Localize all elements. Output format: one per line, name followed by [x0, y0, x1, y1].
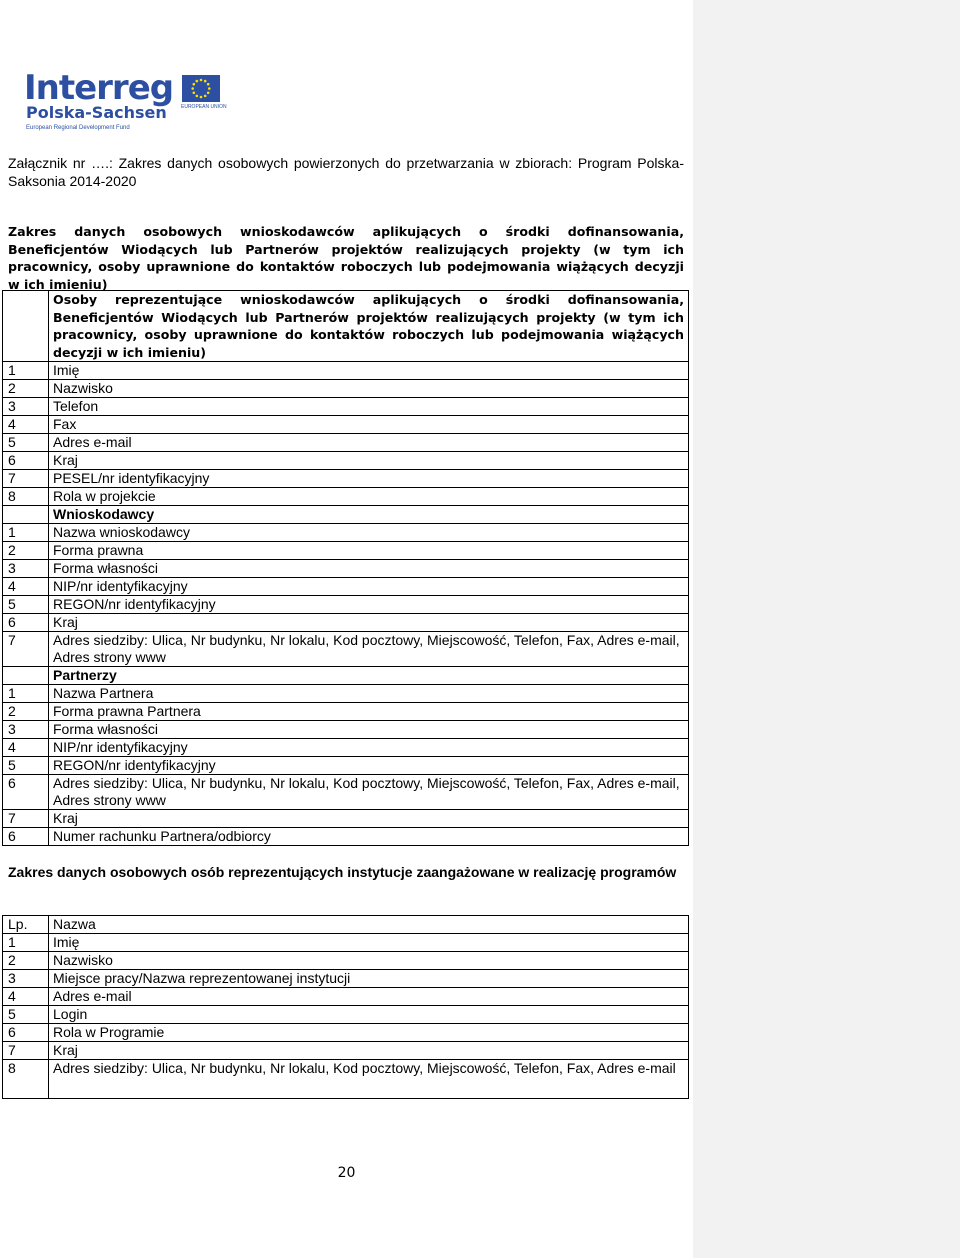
eu-flag-icon: [182, 75, 220, 102]
row-label: Nazwa Partnera: [49, 685, 689, 703]
table-row: [3, 1060, 689, 1099]
table-row: [3, 685, 689, 703]
row-number: 1: [3, 934, 49, 952]
table-row: [3, 739, 689, 757]
row-label: Nazwisko: [49, 952, 689, 970]
table-subheader-empty-cell: [3, 506, 49, 524]
comment-margin-pane: [693, 0, 960, 1258]
row-label: Kraj: [49, 1042, 689, 1060]
row-number: 6: [3, 1024, 49, 1042]
table-header-cell: Osoby reprezentujące wnioskodawców aplikujących o środki dofinansowania, Beneficjentów Wiodących lub Partnerów projektów realizujących projekty (w tym ich pracownicy, osoby uprawnione do kontaktów roboczych lub podejmowania wiążących decyzji w ich imieniu): [49, 291, 689, 362]
row-number: 4: [3, 739, 49, 757]
table-row: [3, 542, 689, 560]
column-header-name: Nazwa: [49, 916, 689, 934]
row-label: Kraj: [49, 810, 689, 828]
row-label: Telefon: [49, 398, 689, 416]
row-number: 6: [3, 614, 49, 632]
row-number: 7: [3, 1042, 49, 1060]
table-row: [3, 703, 689, 721]
table-row: [3, 970, 689, 988]
table-header-row: [3, 291, 689, 362]
table-row: [3, 362, 689, 380]
table-row: [3, 488, 689, 506]
logo-eu-label: EUROPEAN UNION: [181, 104, 227, 110]
table-subheader-empty-cell: [3, 667, 49, 685]
row-number: 6: [3, 452, 49, 470]
row-number: 2: [3, 542, 49, 560]
row-label: Rola w Programie: [49, 1024, 689, 1042]
personal-data-scope-table: [2, 290, 689, 846]
row-label: REGON/nr identyfikacyjny: [49, 757, 689, 775]
table-subheader-row-partners: [3, 667, 689, 685]
section-1-heading: Zakres danych osobowych wnioskodawców aplikujących o środki dofinansowania, Beneficjentów Wiodących lub Partnerów projektów realizujących projekty (w tym ich pracownicy, osoby uprawnione do kontaktów roboczych lub podejmowania wiążących decyzji w ich imieniu): [8, 224, 684, 292]
row-number: 3: [3, 721, 49, 739]
logo-brand: Interreg: [24, 68, 174, 108]
table-row: [3, 434, 689, 452]
row-number: 5: [3, 1006, 49, 1024]
row-number: 8: [3, 488, 49, 506]
row-label: Forma własności: [49, 560, 689, 578]
row-number: 4: [3, 988, 49, 1006]
table-row: [3, 596, 689, 614]
annex-title: Załącznik nr ….: Zakres danych osobowych powierzonych do przetwarzania w zbiorach: Program Polska-Saksonia 2014-2020: [8, 155, 684, 189]
interreg-logo: [24, 68, 227, 136]
table-subheader-row-applicants: [3, 506, 689, 524]
row-label: Kraj: [49, 452, 689, 470]
row-label: Forma prawna Partnera: [49, 703, 689, 721]
row-label: Fax: [49, 416, 689, 434]
table-row: [3, 452, 689, 470]
row-number: 3: [3, 970, 49, 988]
row-number: 7: [3, 470, 49, 488]
table-row: [3, 934, 689, 952]
table-row: [3, 952, 689, 970]
row-number: 2: [3, 703, 49, 721]
row-label: Adres e-mail: [49, 434, 689, 452]
row-label: Miejsce pracy/Nazwa reprezentowanej instytucji: [49, 970, 689, 988]
row-label: Rola w projekcie: [49, 488, 689, 506]
table-row: [3, 721, 689, 739]
table-row: [3, 1042, 689, 1060]
row-number: 5: [3, 434, 49, 452]
table-row: [3, 988, 689, 1006]
row-number: 1: [3, 362, 49, 380]
table-row: [3, 470, 689, 488]
table-row: [3, 380, 689, 398]
row-label: Nazwisko: [49, 380, 689, 398]
row-label: Forma własności: [49, 721, 689, 739]
table-header-row: [3, 916, 689, 934]
row-label: Login: [49, 1006, 689, 1024]
row-number: 6: [3, 828, 49, 846]
row-number: 6: [3, 775, 49, 810]
row-label: Numer rachunku Partnera/odbiorcy: [49, 828, 689, 846]
row-label: NIP/nr identyfikacyjny: [49, 739, 689, 757]
row-number: 3: [3, 398, 49, 416]
table-row: [3, 810, 689, 828]
row-label: REGON/nr identyfikacyjny: [49, 596, 689, 614]
section-2-heading: Zakres danych osobowych osób reprezentujących instytucje zaangażowane w realizację programów: [8, 864, 677, 880]
row-label: Nazwa wnioskodawcy: [49, 524, 689, 542]
table-row: [3, 560, 689, 578]
applicants-subheader: Wnioskodawcy: [49, 506, 689, 524]
table-row: [3, 757, 689, 775]
row-number: 2: [3, 952, 49, 970]
row-label: Imię: [49, 362, 689, 380]
row-number: 7: [3, 632, 49, 667]
row-label: NIP/nr identyfikacyjny: [49, 578, 689, 596]
row-number: 7: [3, 810, 49, 828]
row-number: 1: [3, 685, 49, 703]
row-number: 5: [3, 757, 49, 775]
row-label: PESEL/nr identyfikacyjny: [49, 470, 689, 488]
row-number: 3: [3, 560, 49, 578]
logo-region: Polska-Sachsen: [26, 103, 167, 122]
partners-subheader: Partnerzy: [49, 667, 689, 685]
table-row: [3, 1006, 689, 1024]
table-row: [3, 416, 689, 434]
table-row: [3, 524, 689, 542]
page-number: 20: [337, 1165, 356, 1181]
table-row: [3, 775, 689, 810]
row-label: Forma prawna: [49, 542, 689, 560]
row-label: Adres siedziby: Ulica, Nr budynku, Nr lokalu, Kod pocztowy, Miejscowość, Telefon, Fax, Adres e-mail, Adres strony www: [49, 775, 689, 810]
table-row: [3, 398, 689, 416]
row-label: Imię: [49, 934, 689, 952]
row-label: Adres siedziby: Ulica, Nr budynku, Nr lokalu, Kod pocztowy, Miejscowość, Telefon, Fax, Adres e-mail, Adres strony www: [49, 632, 689, 667]
row-number: 4: [3, 416, 49, 434]
row-number: 1: [3, 524, 49, 542]
table-row: [3, 1024, 689, 1042]
row-number: 4: [3, 578, 49, 596]
table-header-empty-cell: [3, 291, 49, 362]
table-row: [3, 632, 689, 667]
column-header-no: Lp.: [3, 916, 49, 934]
row-number: 5: [3, 596, 49, 614]
logo-fund: European Regional Development Fund: [26, 125, 130, 131]
table-row: [3, 578, 689, 596]
table-row: [3, 614, 689, 632]
row-number: 8: [3, 1060, 49, 1099]
table-row: [3, 828, 689, 846]
row-label: Kraj: [49, 614, 689, 632]
institution-representatives-table: [2, 915, 689, 1099]
row-label: Adres siedziby: Ulica, Nr budynku, Nr lokalu, Kod pocztowy, Miejscowość, Telefon, Fax, Adres e-mail: [49, 1060, 689, 1099]
row-label: Adres e-mail: [49, 988, 689, 1006]
row-number: 2: [3, 380, 49, 398]
